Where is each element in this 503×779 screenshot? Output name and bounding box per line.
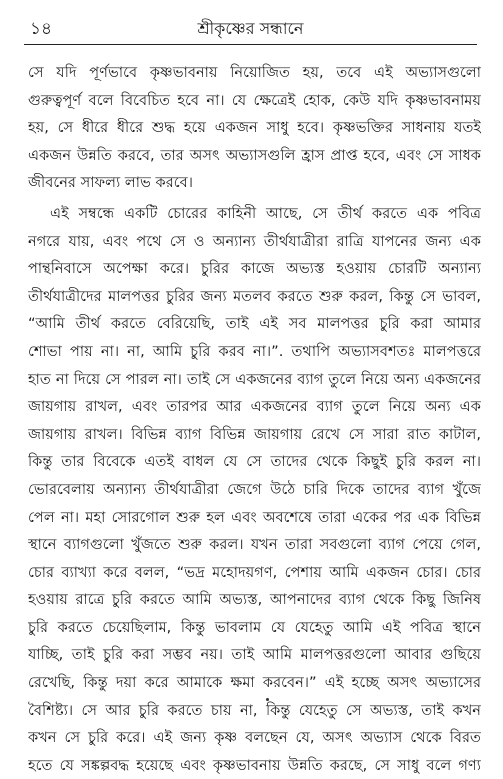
text-line: হাত না দিয়ে সে পারল না। তাই সে একজনের ব্যাগ তুলে নিয়ে অন্য একজনের	[28, 370, 481, 388]
text-line: শোভা পায় না। না, আমি চুরি করব না।”. তথাপি অভ্যাসবশতঃ মালপত্তরে	[28, 342, 481, 360]
text-line: পেল না। মহা সোরগোল শুরু হল এবং অবশেষে তারা একের পর এক বিভিন্ন	[28, 508, 481, 526]
text-line: তীর্থযাত্রীদের মালপত্তর চুরির জন্য মতলব করতে শুরু করল, কিন্তু সে ভাবল,	[28, 287, 481, 305]
text-line: বৈশিষ্ট্য। সে আর চুরি করতে চায় না, কিন্তু যেহেতু সে অভ্যস্ত, তাই কখন	[28, 701, 481, 719]
text-line: হতে যে সঙ্কল্পবদ্ধ হয়েছে এবং কৃষ্ণভাবনায় উন্নতি করছে, সে সাধু বলে গণ্য	[28, 756, 481, 774]
paragraph-1	[28, 59, 481, 197]
print-dot-mark	[266, 698, 269, 701]
text-line: চোর ব্যাখ্যা করে বলল, “ভদ্র মহোদয়গণ, পেশায় আমি একজন চোর। চোর	[28, 563, 481, 581]
text-line: জীবনের সাফল্য লাভ করবে।	[28, 174, 193, 192]
text-line: একজন উন্নতি করবে, তার অসৎ অভ্যাসগুলি হ্রাস প্রাপ্ত হবে, এবং সে সাধক	[28, 146, 481, 164]
text-line: জায়গায় রাখল। বিভিন্ন ব্যাগ বিভিন্ন জায়গায় রেখে সে সারা রাত কাটাল,	[28, 425, 481, 443]
text-line: রেখেছি, কিন্তু দয়া করে আমাকে ক্ষমা করবেন।” এই হচ্ছে অসৎ অভ্যাসের	[28, 674, 481, 692]
text-line: যাচ্ছি, তাই চুরি করা সম্ভব নয়। তাই আমি মালপত্তরগুলো আবার গুছিয়ে	[28, 646, 481, 664]
page-header	[24, 18, 477, 45]
text-line: নগরে যায়, এবং পথে সে ও অন্যান্য তীর্থযাত্রীরা রাত্রি যাপনের জন্য এক	[28, 232, 481, 250]
text-line: চুরি করতে চেয়েছিলাম, কিন্তু ভাবলাম যে যেহেতু আমি এই পবিত্র স্থানে	[28, 618, 481, 636]
text-line: কখন সে চুরি করে। এই জন্য কৃষ্ণ বলছেন যে, অসৎ অভ্যাস থেকে বিরত	[28, 729, 481, 747]
text-line: পান্থনিবাসে অপেক্ষা করে। চুরির কাজে অভ্যস্ত হওয়ায় চোরটি অন্যান্য	[28, 260, 481, 278]
text-line: গুরুত্বপূর্ণ বলে বিবেচিত হবে না। যে ক্ষেত্রেই হোক, কেউ যদি কৃষ্ণভাবনাময়	[28, 91, 481, 109]
text-line: জায়গায় রাখল, এবং তারপর আর একজনের ব্যাগ তুলে নিয়ে অন্য এক	[28, 398, 481, 416]
text-line: সে যদি পূর্ণভাবে কৃষ্ণভাবনায় নিয়োজিত হয়, তবে এই অভ্যাসগুলো	[28, 64, 481, 81]
text-line: কিন্তু তার বিবেকে এতই বাধল যে সে তাদের থেকে কিছুই চুরি করল না।	[28, 453, 481, 471]
text-line: স্থানে ব্যাগগুলো খুঁজতে শুরু করল। যখন তারা সবগুলো ব্যাগ পেয়ে গেল,	[28, 536, 481, 554]
text-line: এই সম্বন্ধে একটি চোরের কাহিনী আছে, সে তীর্থ করতে এক পবিত্র	[50, 204, 481, 222]
text-line: হয়, সে ধীরে ধীরে শুদ্ধ হয়ে একজন সাধু হবে। কৃষ্ণভক্তির সাধনায় যতই	[28, 119, 481, 137]
body-text	[22, 59, 481, 779]
page-number: ১৪	[30, 19, 53, 39]
text-line: হওয়ায় রাত্রে চুরি করতে আমি অভ্যস্ত, আপনাদের ব্যাগ থেকে কিছু জিনিষ	[28, 591, 481, 609]
running-title: শ্রীকৃষ্ণের সন্ধানে	[197, 19, 304, 38]
text-line: “আমি তীর্থ করতে বেরিয়েছি, তাই এই সব মালপত্তর চুরি করা আমার	[28, 315, 481, 333]
text-line: ভোরবেলায় অন্যান্য তীর্থযাত্রীরা জেগে উঠে চারি দিকে তাদের ব্যাগ খুঁজে	[28, 480, 481, 498]
paragraph-2	[28, 200, 481, 779]
